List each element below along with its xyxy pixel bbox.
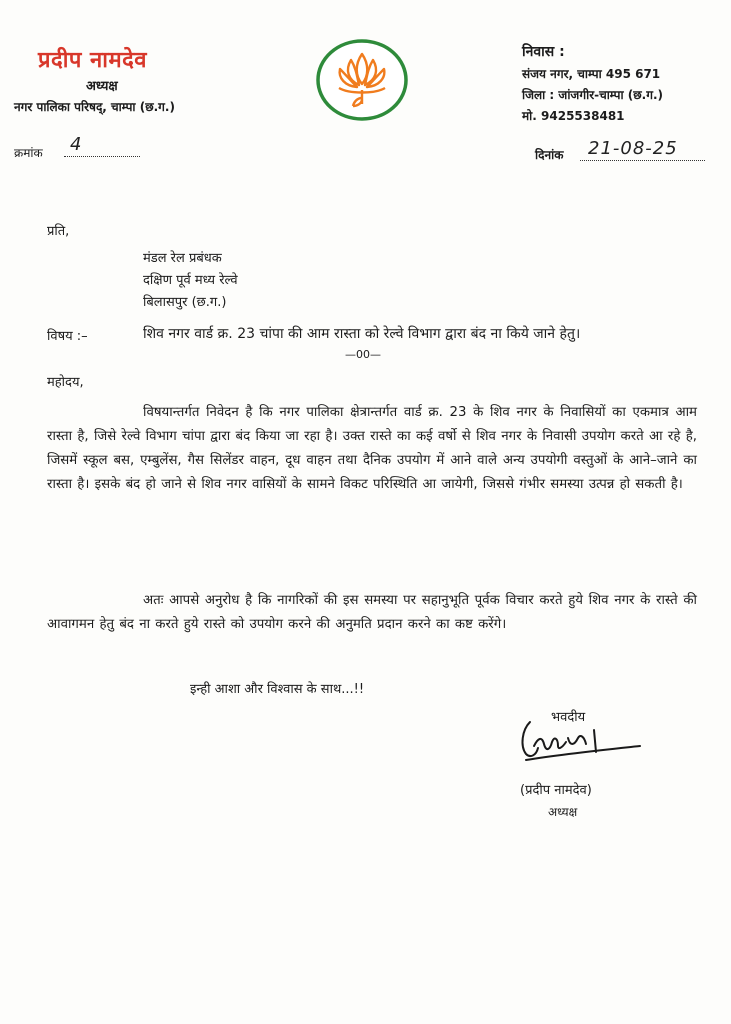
address-line: जिला : जांजगीर-चाम्पा (छ.ग.) [522,88,663,102]
subject-label: विषय :– [47,329,88,344]
subject-text: शिव नगर वार्ड क्र. 23 चांपा की आम रास्ता को रेल्वे विभाग द्वारा बंद ना किये जाने हेतु। [143,326,581,342]
salutation: महोदय, [47,375,84,390]
letterhead-post: अध्यक्ष [86,79,118,94]
handwritten-signature [512,716,652,774]
address-heading: निवास : [522,44,565,60]
yours-faithfully: भवदीय [551,710,586,725]
body-paragraph: विषयान्तर्गत निवेदन है कि नगर पालिका क्षेत्रान्तर्गत वार्ड क्र. 23 के शिव नगर के निवासियों का एकमात्र आम रास्ता है, जिसे रेल्वे विभाग चांपा द्वारा बंद किया जा रहा है। उक्त रास्ते का कई वर्षो से शिव नगर के निवासी उपयोग करते आ रहे है, जिसमें स्कूल बस, एम्बुलेंस, गैस सिलेंडर वाहन, दूध वाहन तथा दैनिक उपयोग में आने वाले अन्य उपयोगी वस्तुओं के आने–जाने का रास्ता है। इसके बंद हो जाने से शिव नगर वासियों के सामने विकट परिस्थिति आ जायेगी, जिससे गंभीर समस्या उत्पन्न हो सकती है। [47,405,697,492]
reference-number: 4 [70,134,82,155]
recipient-line: दक्षिण पूर्व मध्य रेल्वे [143,273,238,288]
date-value: 21-08-25 [588,138,678,159]
lotus-logo-icon [315,38,409,122]
body-paragraph: अतः आपसे अनुरोध है कि नागरिकों की इस समस्या पर सहानुभूति पूर्वक विचार करते हुये शिव नगर के रास्ते की आवागमन हेतु बंद ना करते हुये रास्ते को उपयोग करने की अनुमति प्रदान करने का कष्ट करेंगे। [47,593,697,632]
reference-label: क्रमांक [14,146,43,160]
to-label: प्रति, [47,224,70,239]
recipient-line: मंडल रेल प्रबंधक [143,251,222,266]
phone-number: मो. 9425538481 [522,109,625,123]
signatory-post: अध्यक्ष [548,805,578,819]
closing-line: इन्ही आशा और विश्वास के साथ...!! [190,682,365,697]
address-line: संजय नगर, चाम्पा 495 671 [522,67,661,81]
signatory-name: (प्रदीप नामदेव) [520,783,592,798]
letterhead-council: नगर पालिका परिषद्, चाम्पा (छ.ग.) [14,100,175,114]
recipient-line: बिलासपुर (छ.ग.) [143,295,227,310]
subject-separator: —00— [345,348,381,361]
date-label: दिनांक [535,148,564,162]
letterhead-name: प्रदीप नामदेव [38,48,148,73]
